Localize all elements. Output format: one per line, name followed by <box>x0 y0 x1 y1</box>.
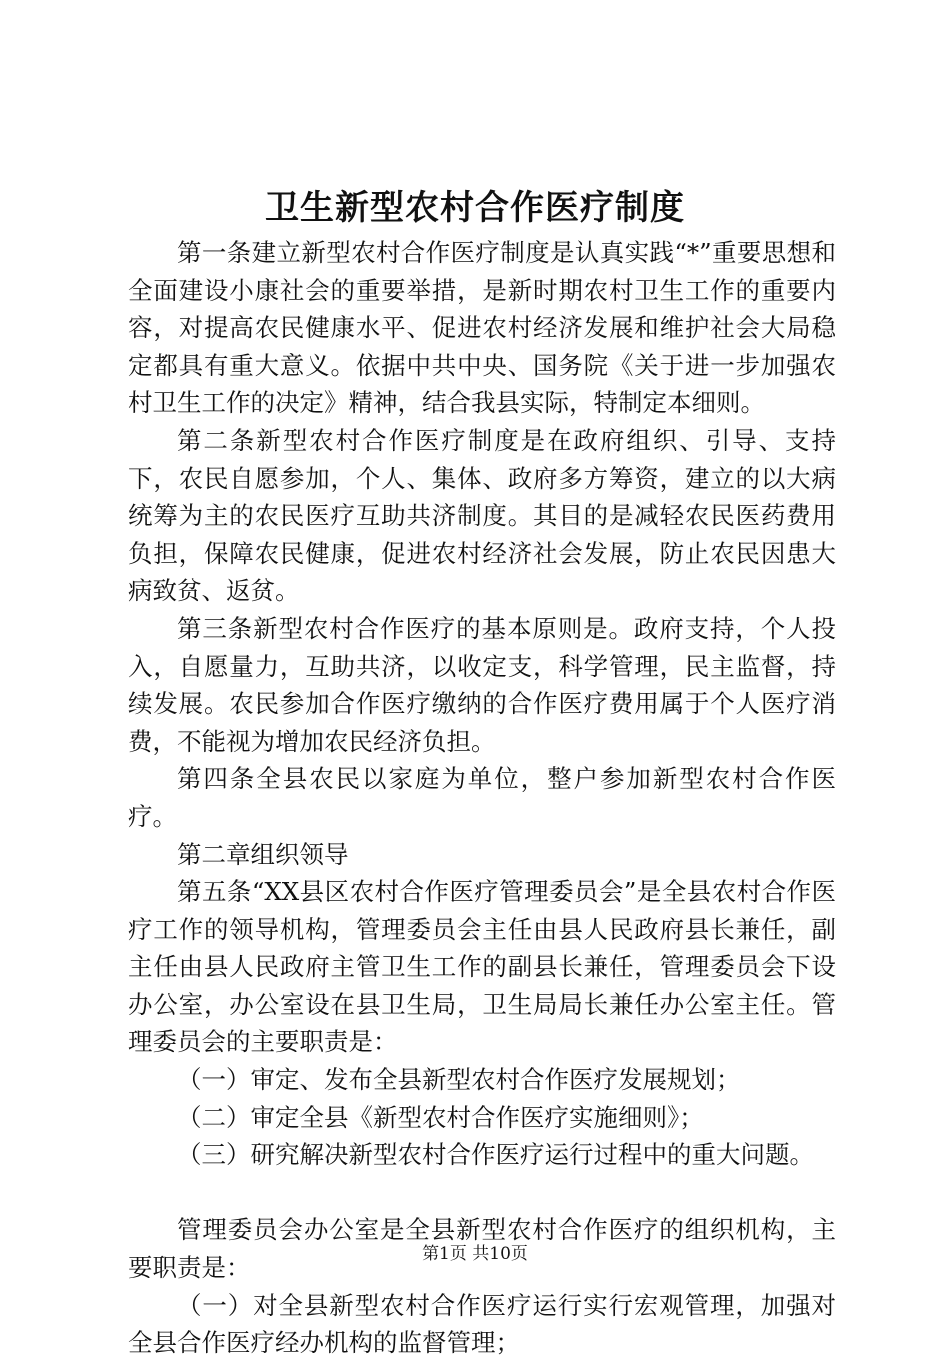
paragraph-article-4: 第四条全县农民以家庭为单位，整户参加新型农村合作医疗。 <box>128 764 836 831</box>
list-item-duty-1: （一）审定、发布全县新型农村合作医疗发展规划； <box>177 1065 741 1095</box>
paragraph-article-3: 第三条新型农村合作医疗的基本原则是。政府支持，个人投入，自愿量力，互助共济，以收定支，科学管理，民主监督，持续发展。农民参加合作医疗缴纳的合作医疗费用属于个人医疗消费，不能视为增加农民经济负担。 <box>128 613 836 756</box>
paragraph-article-5: 第五条“XX县区农村合作医疗管理委员会”是全县农村合作医疗工作的领导机构，管理委员会主任由县人民政府县长兼任，副主任由县人民政府主管卫生工作的副县长兼任，管理委员会下设办公室，办公室设在县卫生局，卫生局局长兼任办公室主任。管理委员会的主要职责是： <box>128 877 836 1057</box>
list-item-duty-3: （三）研究解决新型农村合作医疗运行过程中的重大问题。 <box>177 1140 814 1170</box>
paragraph-article-1: 第一条建立新型农村合作医疗制度是认真实践“*”重要思想和全面建设小康社会的重要举措，是新时期农村卫生工作的重要内容，对提高农民健康水平、促进农村经济发展和维护社会大局稳定都具有重大意义。依据中共中央、国务院《关于进一步加强农村卫生工作的决定》精神，结合我县实际，特制定本细则。 <box>128 238 836 418</box>
document-title: 卫生新型农村合作医疗制度 <box>265 188 685 228</box>
list-item-office-duty-1: （一）对全县新型农村合作医疗运行实行宏观管理，加强对全县合作医疗经办机构的监督管理； <box>128 1290 836 1358</box>
list-item-duty-2: （二）审定全县《新型农村合作医疗实施细则》； <box>177 1102 704 1132</box>
document-body <box>128 234 836 1362</box>
page-number-footer: 第1页 共10页 <box>422 1244 528 1264</box>
chapter-heading: 第二章组织领导 <box>177 839 349 869</box>
paragraph-office-duties: 管理委员会办公室是全县新型农村合作医疗的组织机构，主要职责是： <box>128 1215 836 1283</box>
paragraph-article-2: 第二条新型农村合作医疗制度是在政府组织、引导、支持下，农民自愿参加，个人、集体、政府多方筹资，建立的以大病统筹为主的农民医疗互助共济制度。其目的是减轻农民医药费用负担，保障农民健康，促进农村经济社会发展，防止农民因患大病致贫、返贫。 <box>128 425 836 606</box>
